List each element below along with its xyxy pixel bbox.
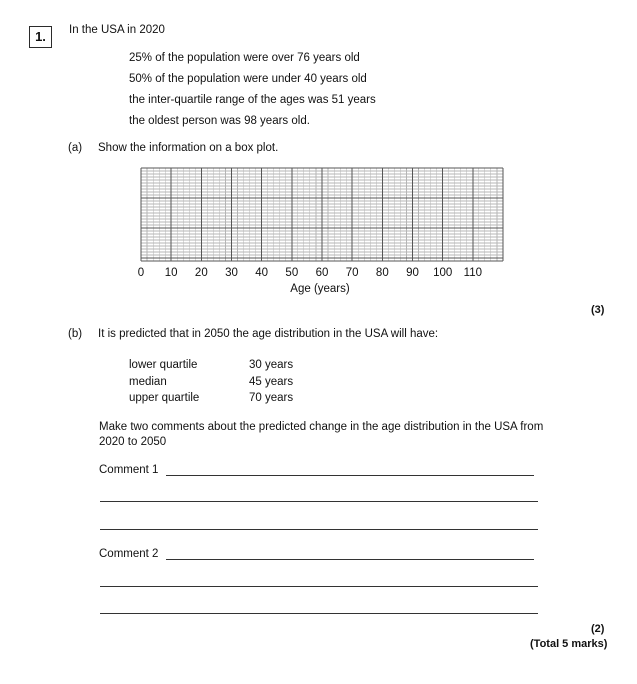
- fact-4: the oldest person was 98 years old.: [129, 115, 310, 127]
- median-value: 45 years: [249, 376, 294, 388]
- comment-2-answer-line-2[interactable]: [100, 586, 538, 587]
- part-a-instruction: Show the information on a box plot.: [98, 142, 279, 154]
- box-plot-grid[interactable]: [137, 166, 509, 298]
- question-number: 1.: [29, 26, 52, 48]
- part-b-instruction-line1: Make two comments about the predicted change in the age distribution in the USA from: [99, 421, 544, 433]
- x-tick-label: 110: [463, 267, 483, 279]
- lower-quartile-label: lower quartile: [129, 359, 198, 371]
- part-b-marks: (2): [591, 623, 605, 635]
- total-marks: (Total 5 marks): [530, 638, 608, 650]
- part-a-label: (a): [68, 142, 83, 154]
- part-b-label: (b): [68, 328, 83, 340]
- x-tick-label: 90: [406, 267, 419, 279]
- part-b-prompt: It is predicted that in 2050 the age distribution in the USA will have:: [98, 328, 439, 340]
- fact-2: 50% of the population were under 40 years old: [129, 73, 367, 85]
- comment-1-answer-line-3[interactable]: [100, 529, 538, 530]
- x-tick-label: 40: [255, 267, 269, 279]
- part-a-marks: (3): [591, 304, 605, 316]
- upper-quartile-value: 70 years: [249, 392, 294, 404]
- comment-1-answer-line-1[interactable]: [166, 475, 534, 476]
- x-tick-label: 0: [137, 267, 145, 279]
- comment-1-label: Comment 1: [99, 464, 159, 476]
- comment-2-answer-line-3[interactable]: [100, 613, 538, 614]
- upper-quartile-label: upper quartile: [129, 392, 200, 404]
- x-tick-label: 50: [285, 267, 299, 279]
- lower-quartile-value: 30 years: [249, 359, 294, 371]
- question-intro: In the USA in 2020: [69, 24, 165, 36]
- comment-1-answer-line-2[interactable]: [100, 501, 538, 502]
- fact-3: the inter-quartile range of the ages was 51 years: [129, 94, 376, 106]
- part-b-instruction-line2: 2020 to 2050: [99, 436, 167, 448]
- x-tick-label: 60: [315, 267, 329, 279]
- x-tick-label: 100: [433, 267, 453, 279]
- comment-2-answer-line-1[interactable]: [166, 559, 534, 560]
- x-axis-label: Age (years): [290, 283, 350, 295]
- x-tick-label: 80: [375, 267, 389, 279]
- x-tick-label: 10: [164, 267, 178, 279]
- x-tick-label: 20: [194, 267, 208, 279]
- x-tick-label: 70: [345, 267, 359, 279]
- fact-1: 25% of the population were over 76 years old: [129, 52, 360, 64]
- median-label: median: [129, 376, 167, 388]
- x-tick-label: 30: [225, 267, 238, 279]
- comment-2-label: Comment 2: [99, 548, 159, 560]
